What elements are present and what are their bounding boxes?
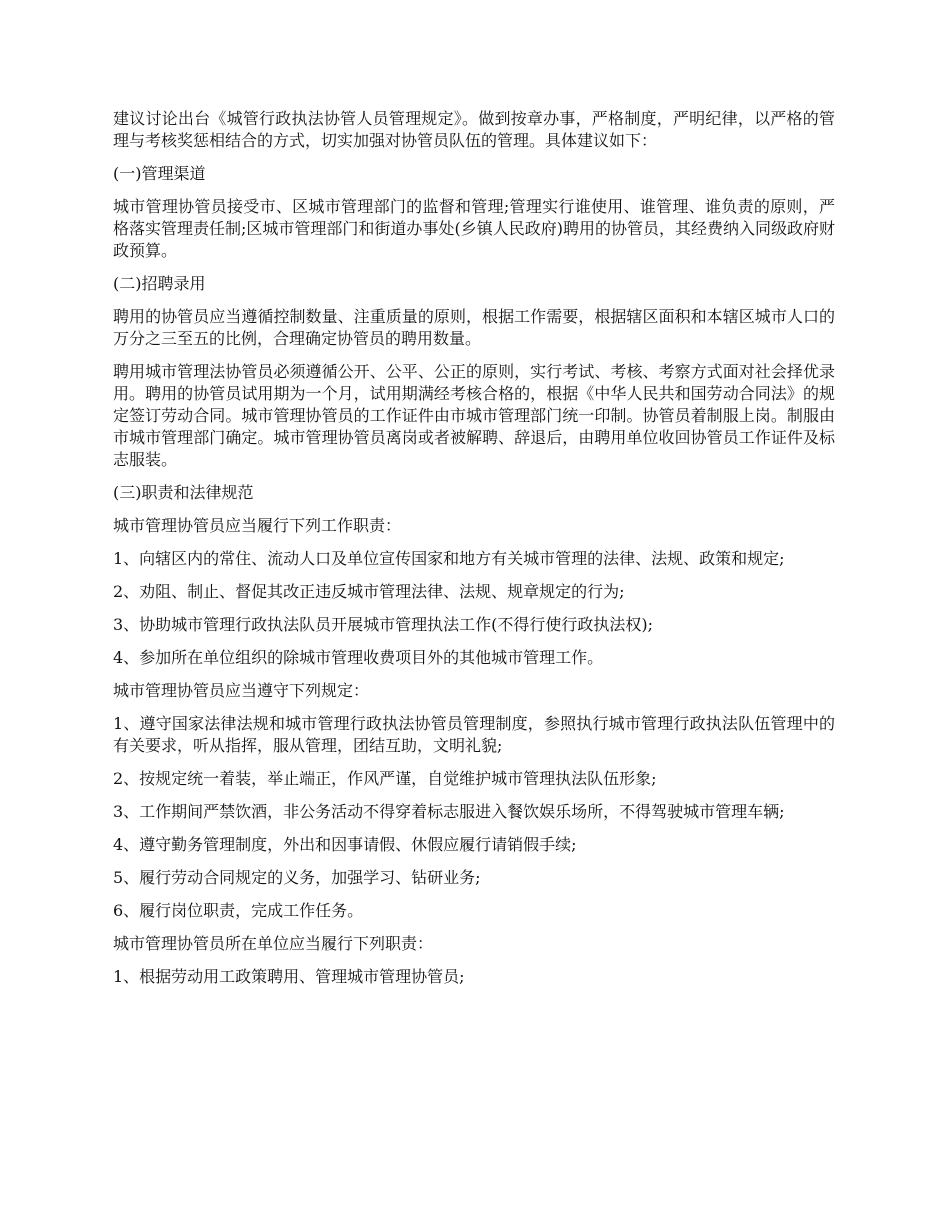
rule-item-2: 2、按规定统一着装，举止端正，作风严谨，自觉维护城市管理执法队伍形象; bbox=[113, 769, 657, 788]
section-heading-duties: (三)职责和法律规范 bbox=[113, 483, 254, 502]
rules-intro: 城市管理协管员应当遵守下列规定： bbox=[113, 681, 370, 700]
rule-item-4: 4、遵守勤务管理制度，外出和因事请假、休假应履行请销假手续; bbox=[113, 835, 577, 854]
employer-duties-intro: 城市管理协管员所在单位应当履行下列职责： bbox=[113, 934, 434, 953]
duty-item-4: 4、参加所在单位组织的除城市管理收费项目外的其他城市管理工作。 bbox=[113, 648, 604, 667]
paragraph-recruitment-quantity: 聘用的协管员应当遵循控制数量、注重质量的原则，根据工作需要，根据辖区面积和本辖区城市人口的万分之三至五的比例，合理确定协管员的聘用数量。 bbox=[113, 307, 835, 348]
rule-item-5: 5、履行劳动合同规定的义务，加强学习、钻研业务; bbox=[113, 868, 481, 887]
intro-paragraph: 建议讨论出台《城管行政执法协管人员管理规定》。做到按章办事，严格制度，严明纪律，以严格的管理与考核奖惩相结合的方式，切实加强对协管员队伍的管理。具体建议如下： bbox=[113, 109, 835, 150]
rule-item-6: 6、履行岗位职责，完成工作任务。 bbox=[113, 901, 364, 920]
duty-item-3: 3、协助城市管理行政执法队员开展城市管理执法工作(不得行使行政执法权); bbox=[113, 615, 654, 634]
section-heading-recruitment: (二)招聘录用 bbox=[113, 274, 206, 293]
paragraph-management-channel: 城市管理协管员接受市、区城市管理部门的监督和管理;管理实行谁使用、谁管理、谁负责的原则，严格落实管理责任制;区城市管理部门和街道办事处(乡镇人民政府)聘用的协管员，其经费纳入同级政府财政预算。 bbox=[113, 197, 835, 260]
document-body bbox=[113, 108, 835, 999]
duties-intro: 城市管理协管员应当履行下列工作职责： bbox=[113, 516, 402, 535]
employer-duty-item-1: 1、根据劳动用工政策聘用、管理城市管理协管员; bbox=[113, 967, 465, 986]
duty-item-2: 2、劝阻、制止、督促其改正违反城市管理法律、法规、规章规定的行为; bbox=[113, 582, 625, 601]
rule-item-1: 1、遵守国家法律法规和城市管理行政执法协管员管理制度，参照执行城市管理行政执法队伍管理中的有关要求，听从指挥，服从管理，团结互助，文明礼貌; bbox=[113, 714, 835, 755]
rule-item-3: 3、工作期间严禁饮酒，非公务活动不得穿着标志服进入餐饮娱乐场所，不得驾驶城市管理车辆; bbox=[113, 802, 785, 821]
section-heading-management-channel: (一)管理渠道 bbox=[113, 164, 206, 183]
duty-item-1: 1、向辖区内的常住、流动人口及单位宣传国家和地方有关城市管理的法律、法规、政策和规定; bbox=[113, 549, 785, 568]
paragraph-recruitment-process: 聘用城市管理法协管员必须遵循公开、公平、公正的原则，实行考试、考核、考察方式面对社会择优录用。聘用的协管员试用期为一个月，试用期满经考核合格的，根据《中华人民共和国劳动合同法》的规定签订劳动合同。城市管理协管员的工作证件由市城市管理部门统一印制。协管员着制服上岗。制服由市城市管理部门确定。城市管理协管员离岗或者被解聘、辞退后，由聘用单位收回协管员工作证件及标志服装。 bbox=[113, 362, 835, 469]
